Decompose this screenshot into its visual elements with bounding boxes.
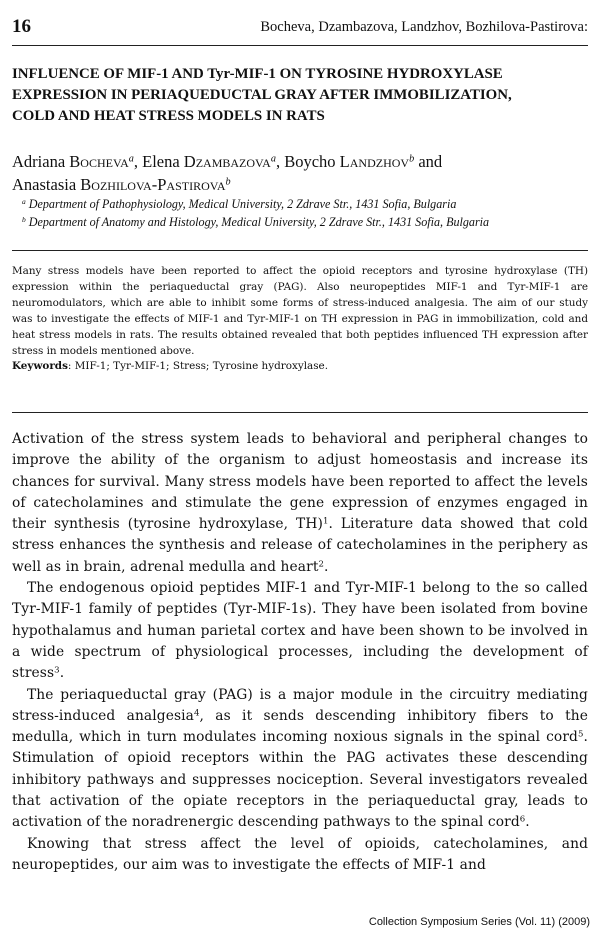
affiliation-mark: b bbox=[225, 176, 231, 188]
page-header bbox=[12, 16, 588, 38]
citation-ref: 2 bbox=[318, 559, 325, 570]
paragraph-text: The periaqueductal gray (PAG) is a major module in the circuitry mediating stress-induced analgesia bbox=[12, 686, 588, 724]
paragraph-text: Activation of the stress system leads to behavioral and peripheral changes to improve the ability of the organism to adjust homeostasis and increase its chances for survival. Many stress models have been reported to affect the levels of catecholamines and stimulate the gene expression of enzymes engaged in their synthesis (tyrosine hydroxylase, TH) bbox=[12, 431, 588, 533]
paragraph-text: , as it sends descending inhibitory fibers to the medulla, which in turn modulates incoming noxious signals in the spinal cord bbox=[12, 707, 588, 746]
body-paragraph bbox=[12, 578, 588, 684]
affiliation-mark: a bbox=[22, 196, 26, 206]
author-given-name: Anastasia bbox=[12, 175, 77, 194]
body-paragraph bbox=[12, 685, 588, 834]
affiliation-mark: a bbox=[270, 153, 276, 165]
citation-ref: 3 bbox=[54, 665, 60, 676]
keywords-list: : MIF-1; Tyr-MIF-1; Stress; Tyrosine hydroxylase. bbox=[67, 360, 328, 373]
author-given-name: Adriana bbox=[12, 152, 66, 171]
affiliation-text: Department of Pathophysiology, Medical University, 2 Zdrave Str., 1431 Sofia, Bulgaria bbox=[28, 197, 457, 211]
article-body bbox=[12, 429, 588, 876]
affiliation-a bbox=[22, 196, 588, 212]
running-head: Bocheva, Dzambazova, Landzhov, Bozhilova-Pastirova: bbox=[260, 19, 588, 35]
author-separator: and bbox=[414, 152, 443, 171]
abstract-bottom-rule bbox=[12, 412, 588, 413]
author-list bbox=[12, 150, 588, 196]
author-given-name: Elena bbox=[142, 152, 180, 171]
paragraph-text: . Stimulation of opioid receptors within the PAG activates these descending inhibitory pathways and suppresses nociception. Several investigators revealed that activation of the opiate receptors in the periaqueductal gray, leads to activation of the noradrenergic descending pathways to the spinal cord bbox=[12, 729, 588, 831]
title-line: COLD AND HEAT STRESS MODELS IN RATS bbox=[12, 108, 325, 124]
title-line: EXPRESSION IN PERIAQUEDUCTAL GRAY AFTER IMMOBILIZATION, bbox=[12, 87, 512, 103]
author-family-name: Dzambazova bbox=[183, 152, 271, 171]
body-paragraph bbox=[12, 834, 588, 877]
title-line: INFLUENCE OF MIF-1 AND Tyr-MIF-1 ON TYROSINE HYDROXYLASE bbox=[12, 66, 503, 82]
keywords-line bbox=[12, 359, 588, 375]
paragraph-text: . bbox=[525, 814, 530, 831]
header-rule bbox=[12, 45, 588, 46]
page-number: 16 bbox=[12, 16, 31, 37]
article-title bbox=[12, 64, 588, 127]
citation-ref: 4 bbox=[193, 708, 200, 719]
abstract-top-rule bbox=[12, 250, 588, 251]
affiliation-mark: b bbox=[22, 214, 26, 224]
affiliation-b bbox=[22, 214, 588, 230]
citation-ref: 6 bbox=[519, 814, 526, 825]
page-footer: Collection Symposium Series (Vol. 11) (2009) bbox=[368, 916, 590, 928]
citation-ref: 1 bbox=[322, 516, 329, 527]
affiliation-text: Department of Anatomy and Histology, Medical University, 2 Zdrave Str., 1431 Sofia, Bulgaria bbox=[28, 215, 490, 229]
affiliation-mark: a bbox=[128, 153, 134, 165]
affiliation-mark: b bbox=[409, 153, 415, 165]
body-paragraph bbox=[12, 429, 588, 578]
paragraph-text: . bbox=[324, 558, 329, 575]
author-separator: , bbox=[275, 152, 285, 171]
author-family-name: Bocheva bbox=[69, 152, 129, 171]
citation-ref: 5 bbox=[577, 729, 584, 740]
abstract bbox=[12, 264, 588, 375]
paragraph-text: The endogenous opioid peptides MIF-1 and Tyr-MIF-1 belong to the so called Tyr-MIF-1 family of peptides (Tyr-MIF-1s). They have been isolated from bovine hypothalamus and human parietal cortex and have been shown to be involved in a wide spectrum of physiological processes, including the development of stress bbox=[12, 580, 588, 682]
abstract-text: Many stress models have been reported to affect the opioid receptors and tyrosine hydroxylase (TH) expression within the periaqueductal gray (PAG). Also neuropeptides MIF-1 and Tyr-MIF-1 are neuromodulators, which are able to inhibit some forms of stress-induced analgesia. The aim of our study was to investigate the effects of MIF-1 and Tyr-MIF-1 on TH expression in PAG in immobilization, cold and heat stress models in rats. The results obtained revealed that both peptides influenced TH expression after stress in models mentioned above. bbox=[12, 265, 588, 357]
keywords-label: Keywords bbox=[12, 360, 68, 373]
paragraph-text: Knowing that stress affect the level of opioids, catecholamines, and neuropeptides, our aim was to investigate the effects of MIF-1 and bbox=[12, 835, 588, 873]
author-family-name: Landzhov bbox=[339, 152, 410, 171]
paragraph-text: . Literature data showed that cold stress enhances the synthesis and release of catecholamines in the periphery as well as in brain, adrenal medulla and heart bbox=[12, 516, 588, 575]
author-given-name: Boycho bbox=[284, 152, 336, 171]
paragraph-text: . bbox=[59, 665, 65, 682]
author-separator: , bbox=[133, 152, 143, 171]
author-family-name: Bozhilova-Pastirova bbox=[80, 175, 226, 194]
